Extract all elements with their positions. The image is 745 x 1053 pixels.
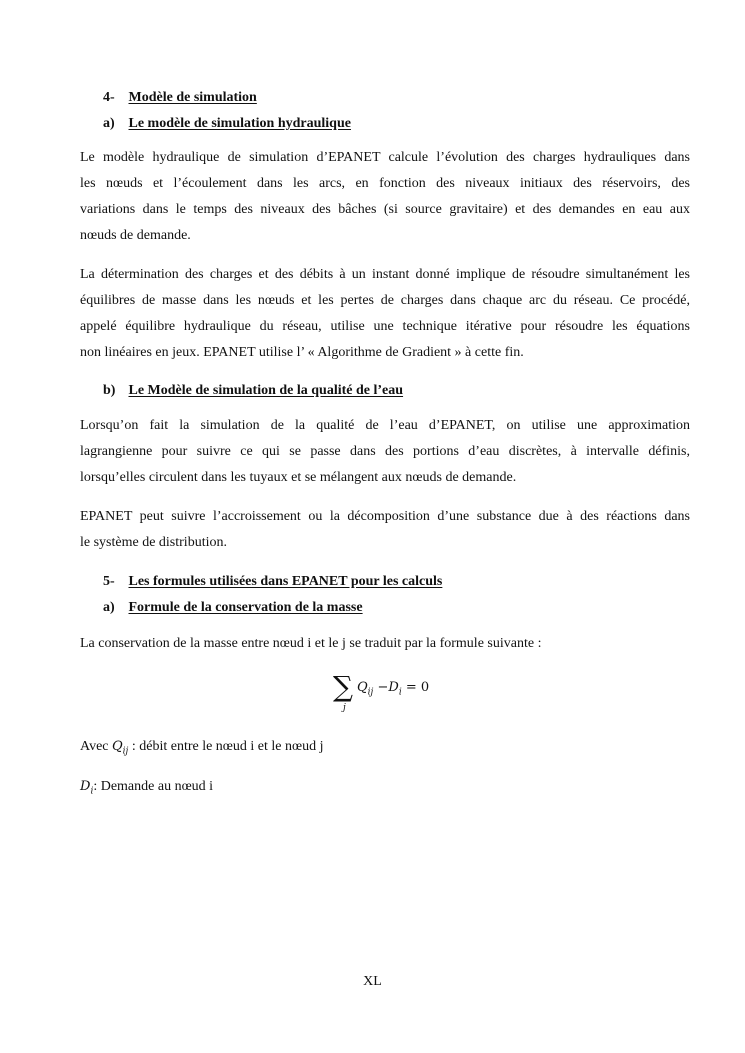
section-heading-4 [103, 89, 257, 107]
q-subscript: ij [122, 746, 129, 757]
d-symbol: D [388, 680, 399, 695]
section-number: 5- [103, 574, 115, 589]
paragraph-line: le système de distribution. [80, 535, 227, 550]
paragraph-line: La détermination des charges et des débits à un instant donné implique de résoudre simultanément les [80, 267, 690, 282]
paragraph-line: non linéaires en jeux. EPANET utilise l’ « Algorithme de Gradient » à cette fin. [80, 345, 524, 360]
section-number: a) [103, 600, 115, 615]
avec-prefix: Avec [80, 739, 109, 754]
section-title: Le modèle de simulation hydraulique [128, 116, 351, 131]
q-subscript: ij [367, 687, 374, 698]
section-heading-5a [103, 599, 363, 617]
minus-sign: − [377, 680, 389, 695]
q-definition-text: : débit entre le nœud i et le nœud j [128, 739, 324, 754]
section-title: Les formules utilisées dans EPANET pour les calculs [128, 574, 443, 589]
section-title: Formule de la conservation de la masse [128, 600, 363, 615]
paragraph-water-quality [80, 413, 690, 491]
paragraph-line: les nœuds et l’écoulement dans les arcs, en fonction des niveaux initiaux des réservoirs, des [80, 176, 690, 191]
d-letter: D [80, 779, 91, 794]
paragraph-line: Lorsqu’on fait la simulation de la qualité de l’eau d’EPANET, on utilise une approximation [80, 418, 690, 433]
paragraph-line: variations dans le temps des niveaux des bâches (si source gravitaire) et des demandes en eau aux [80, 202, 690, 217]
paragraph-line: appelé équilibre hydraulique du réseau, utilise une technique itérative pour résoudre les équations [80, 319, 690, 334]
paragraph-line: lagrangienne pour suivre ce qui se passe dans des portions d’eau discrètes, à intervalle définis, [80, 444, 690, 459]
section-heading-5 [103, 573, 442, 591]
paragraph-hydraulic-balance [80, 262, 690, 366]
sigma-symbol: ∑ [333, 670, 353, 703]
section-number: b) [103, 383, 116, 398]
definition-q [80, 738, 324, 761]
section-heading-4b [103, 382, 403, 400]
definition-d [80, 778, 213, 801]
section-number: 4- [103, 90, 115, 105]
paragraph-reactions [80, 504, 690, 556]
q-letter: Q [112, 739, 123, 754]
mass-conservation-formula [333, 672, 453, 716]
d-definition-text: : Demande au nœud i [93, 779, 214, 794]
paragraph-line: équilibres de masse dans les nœuds et les pertes de charges dans chaque arc du réseau. Ce procédé, [80, 293, 690, 308]
paragraph-line: EPANET peut suivre l’accroissement ou la décomposition d’une substance due à des réactions dans [80, 509, 690, 524]
q-symbol [112, 739, 129, 757]
d-subscript: i [90, 786, 94, 797]
section-title: Modèle de simulation [128, 90, 257, 105]
equals-zero: = 0 [405, 680, 430, 695]
page-number: XL [363, 974, 382, 989]
paragraph-line: Le modèle hydraulique de simulation d’EPANET calcule l’évolution des charges hydrauliques dans [80, 150, 690, 165]
section-heading-4a [103, 115, 351, 133]
q-symbol: Q [357, 680, 368, 695]
d-symbol [80, 779, 94, 797]
formula-expression [357, 680, 429, 698]
section-number: a) [103, 116, 115, 131]
paragraph-hydraulic-model [80, 145, 690, 249]
sigma-index: j [343, 703, 346, 713]
section-title: Le Modèle de simulation de la qualité de l’eau [128, 383, 404, 398]
paragraph-line: nœuds de demande. [80, 228, 191, 243]
paragraph-mass-conservation: La conservation de la masse entre nœud i et le j se traduit par la formule suivante : [80, 636, 542, 651]
d-subscript: i [398, 687, 402, 698]
paragraph-line: lorsqu’elles circulent dans les tuyaux et se mélangent aux nœuds de demande. [80, 470, 517, 485]
